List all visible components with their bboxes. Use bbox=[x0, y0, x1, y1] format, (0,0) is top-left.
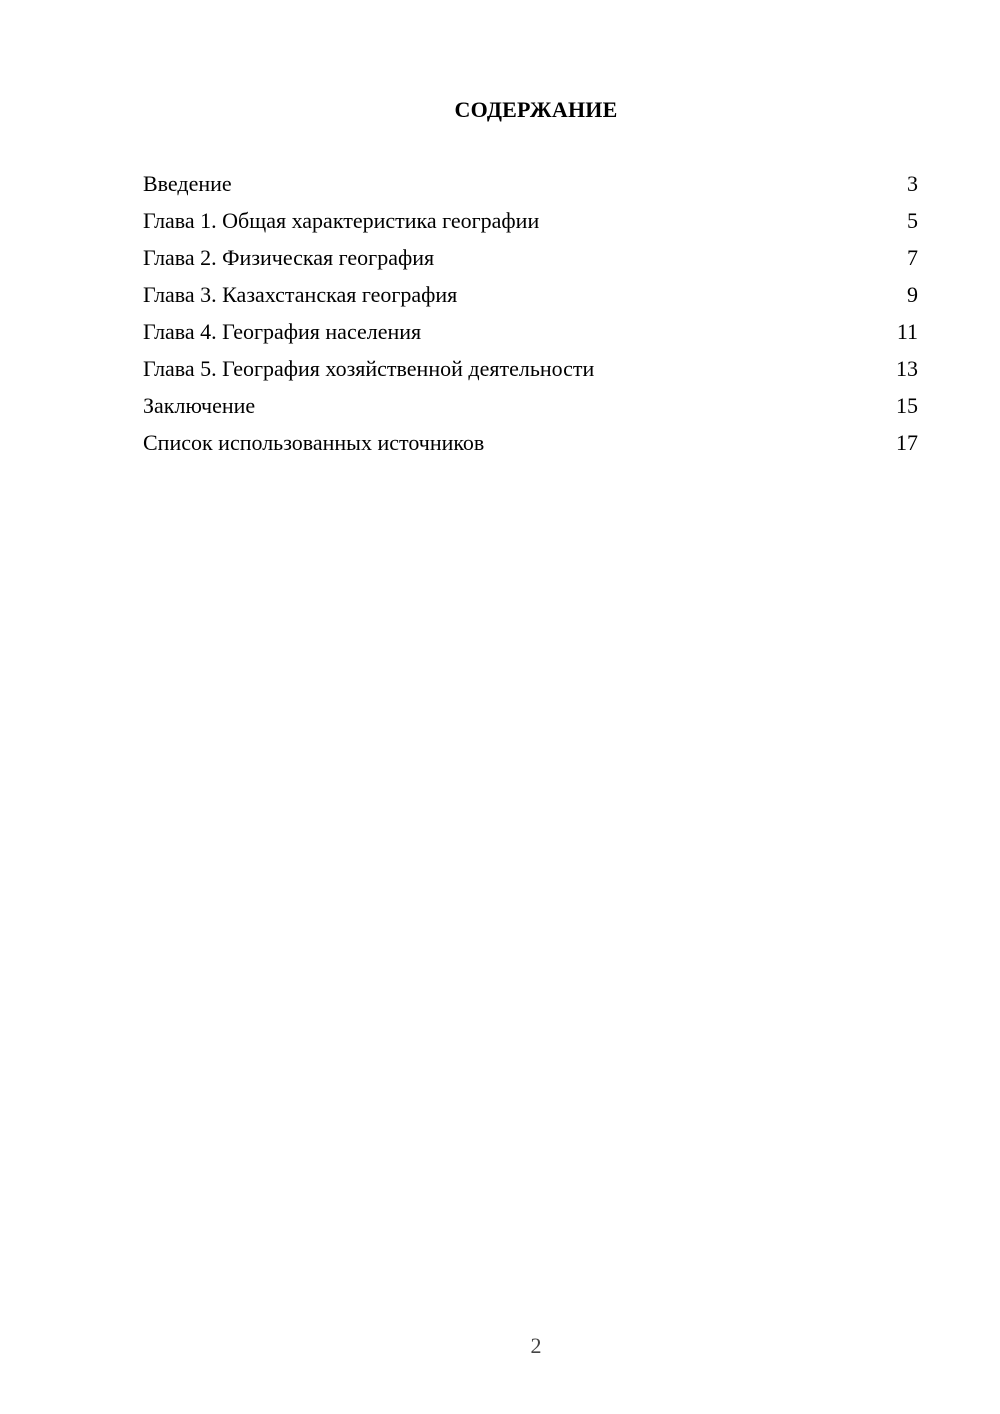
toc-entry-label: Список использованных источников bbox=[143, 430, 485, 455]
toc-entry-label: Заключение bbox=[143, 393, 256, 418]
toc-entry-label: Введение bbox=[143, 171, 232, 196]
toc-entry-page: 3 bbox=[907, 171, 918, 196]
toc-entry-introduction[interactable] bbox=[143, 169, 918, 206]
toc-entry-chapter-2[interactable] bbox=[143, 243, 918, 280]
toc-entry-label: Глава 3. Казахстанская география bbox=[143, 282, 458, 307]
toc-entry-chapter-3[interactable] bbox=[143, 280, 918, 317]
toc-entry-conclusion[interactable] bbox=[143, 391, 918, 428]
table-of-contents bbox=[143, 169, 918, 465]
toc-entry-page: 9 bbox=[907, 282, 918, 307]
toc-entry-page: 17 bbox=[896, 430, 918, 455]
toc-title: СОДЕРЖАНИЕ bbox=[454, 97, 618, 122]
toc-entry-chapter-1[interactable] bbox=[143, 206, 918, 243]
page-number: 2 bbox=[530, 1333, 542, 1358]
toc-entry-label: Глава 5. География хозяйственной деятельности bbox=[143, 356, 595, 381]
toc-entry-chapter-5[interactable] bbox=[143, 354, 918, 391]
toc-entry-references[interactable] bbox=[143, 428, 918, 465]
toc-entry-label: Глава 1. Общая характеристика географии bbox=[143, 208, 540, 233]
toc-entry-page: 7 bbox=[907, 245, 918, 270]
toc-entry-page: 13 bbox=[896, 356, 918, 381]
toc-entry-chapter-4[interactable] bbox=[143, 317, 918, 354]
toc-entry-label: Глава 2. Физическая география bbox=[143, 245, 435, 270]
toc-entry-page: 11 bbox=[896, 319, 918, 344]
toc-entry-page: 15 bbox=[896, 393, 918, 418]
toc-entry-label: Глава 4. География населения bbox=[143, 319, 422, 344]
toc-entry-page: 5 bbox=[907, 208, 918, 233]
